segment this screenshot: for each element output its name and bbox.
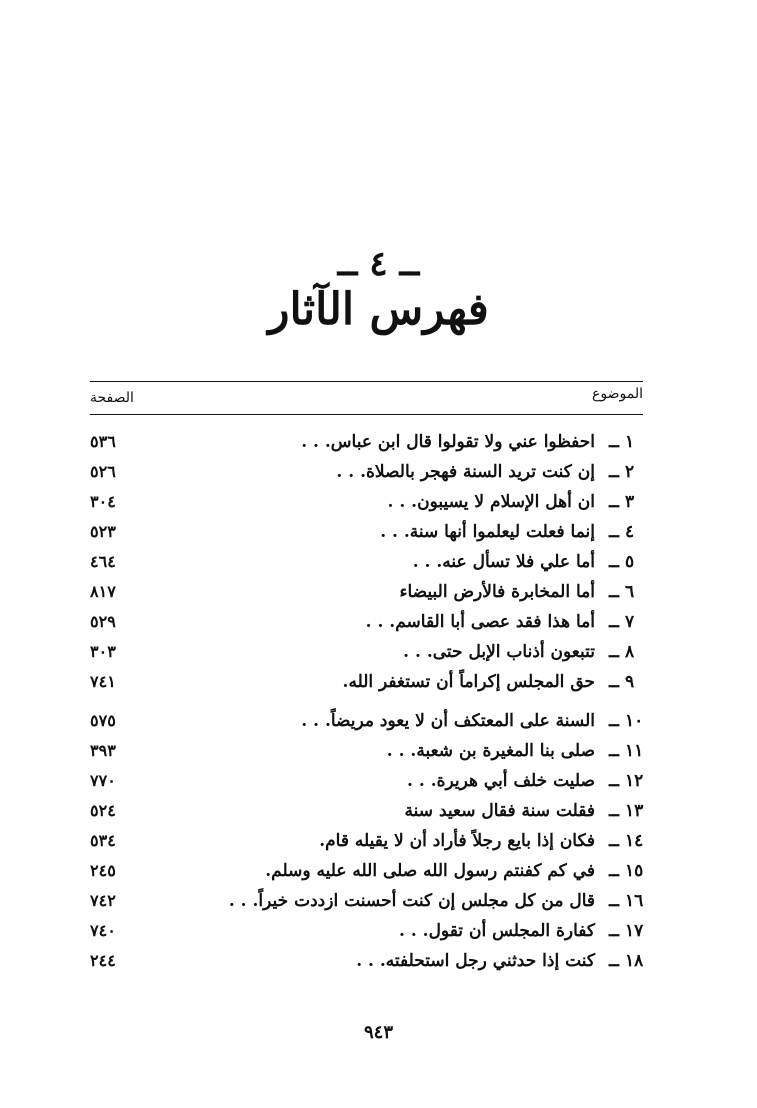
entry-page: ٥٣٤ — [90, 831, 116, 850]
entry-text: أما المخابرة فالأرض البيضاء — [399, 582, 595, 602]
entry-number: ٤ — [625, 522, 635, 542]
index-entry — [90, 490, 653, 520]
entry-text: تتبعون أذناب الإبل حتى. . . — [403, 642, 595, 662]
entry-number: ٣ — [625, 492, 635, 512]
entry-page: ٧٤١ — [90, 672, 116, 691]
entry-dash: ــ — [609, 951, 619, 971]
entry-text: صليت خلف أبي هريرة. . . — [407, 771, 595, 791]
entry-dash: ــ — [609, 642, 619, 662]
section-number: ــ ٤ ــ — [337, 244, 420, 284]
entry-page: ٥٣٦ — [90, 432, 116, 451]
index-entry — [90, 580, 653, 610]
index-entry — [90, 739, 653, 769]
entry-number: ١٧ — [625, 921, 644, 941]
index-entry — [90, 460, 653, 490]
index-entry — [90, 919, 653, 949]
entry-number: ٥ — [625, 552, 635, 572]
entry-page: ٢٤٤ — [90, 951, 116, 970]
entry-page: ٥٧٥ — [90, 711, 116, 730]
index-entry — [90, 889, 653, 919]
entry-text: إنما فعلت ليعلموا أنها سنة. . . — [380, 522, 595, 542]
entry-number: ١٤ — [625, 831, 644, 851]
entry-page: ٣٠٣ — [90, 642, 116, 661]
entry-number: ١٣ — [625, 801, 644, 821]
index-entry — [90, 799, 653, 829]
entry-page: ٣٠٤ — [90, 492, 116, 511]
entry-text: أما هذا فقد عصى أبا القاسم. . . — [365, 612, 595, 632]
entry-text: صلى بنا المغيرة بن شعبة. . . — [386, 741, 595, 761]
index-entry — [90, 829, 653, 859]
entry-text: فقلت سنة فقال سعيد سنة — [404, 801, 595, 821]
entry-text: أما علي فلا تسأل عنه. . . — [412, 552, 595, 572]
entry-dash: ــ — [609, 891, 619, 911]
table-top-rule — [90, 381, 643, 382]
entry-page: ٧٤٠ — [90, 921, 116, 940]
entry-page: ٣٩٣ — [90, 741, 116, 760]
index-entry — [90, 949, 653, 979]
entry-number: ٩ — [625, 672, 635, 692]
index-entries — [90, 430, 653, 979]
entry-page: ٧٧٠ — [90, 771, 116, 790]
entry-page: ٥٢٦ — [90, 462, 116, 481]
entry-text: السنة على المعتكف أن لا يعود مريضاً. . . — [301, 711, 595, 731]
entry-dash: ــ — [609, 492, 619, 512]
entry-dash: ــ — [609, 612, 619, 632]
entry-text: قال من كل مجلس إن كنت أحسنت ازددت خيراً. . . — [228, 891, 595, 911]
entry-page: ٥٢٤ — [90, 801, 116, 820]
entry-number: ١٨ — [625, 951, 644, 971]
index-entry — [90, 520, 653, 550]
entry-dash: ــ — [609, 771, 619, 791]
entry-text: حق المجلس إكراماً أن تستغفر الله. — [342, 672, 595, 692]
entry-page: ٢٤٥ — [90, 861, 116, 880]
index-entry — [90, 859, 653, 889]
entry-number: ١٠ — [625, 711, 644, 731]
entry-number: ١١ — [625, 741, 644, 761]
entry-page: ٧٤٢ — [90, 891, 116, 910]
entry-dash: ــ — [609, 552, 619, 572]
entry-page: ٥٢٣ — [90, 522, 116, 541]
entry-number: ١٦ — [625, 891, 644, 911]
page-number: ٩٤٣ — [363, 1022, 393, 1043]
entry-number: ٢ — [625, 462, 635, 482]
entry-number: ٦ — [625, 582, 635, 602]
index-entry — [90, 640, 653, 670]
entry-text: احفظوا عني ولا تقولوا قال ابن عباس. . . — [301, 432, 595, 452]
entry-text: كفارة المجلس أن تقول. . . — [398, 921, 595, 941]
index-entry — [90, 430, 653, 460]
entry-text: كنت إذا حدثني رجل استحلفته. . . — [356, 951, 595, 971]
table-bottom-rule — [90, 414, 643, 415]
topic-column-header: الموضوع — [592, 386, 643, 402]
entry-dash: ــ — [609, 921, 619, 941]
entry-dash: ــ — [609, 672, 619, 692]
entry-dash: ــ — [609, 861, 619, 881]
entry-text: فكان إذا بايع رجلاً فأراد أن لا يقيله قام. — [319, 831, 595, 851]
index-entry — [90, 709, 653, 739]
entry-number: ٧ — [625, 612, 635, 632]
entry-dash: ــ — [609, 522, 619, 542]
entry-dash: ــ — [609, 582, 619, 602]
entry-dash: ــ — [609, 801, 619, 821]
entry-page: ٥٢٩ — [90, 612, 116, 631]
entry-dash: ــ — [609, 741, 619, 761]
entry-number: ١ — [625, 432, 635, 452]
entry-number: ١٢ — [625, 771, 644, 791]
entry-page: ٨١٧ — [90, 582, 116, 601]
entry-dash: ــ — [609, 831, 619, 851]
index-entry — [90, 610, 653, 640]
entry-number: ١٥ — [625, 861, 644, 881]
entry-dash: ــ — [609, 711, 619, 731]
index-entry — [90, 550, 653, 580]
entry-text: إن كنت تريد السنة فهجر بالصلاة. . . — [336, 462, 595, 482]
page-column-header: الصفحة — [90, 390, 134, 406]
entry-text: ان أهل الإسلام لا يسيبون. . . — [387, 492, 595, 512]
entry-text: في كم كفنتم رسول الله صلى الله عليه وسلم. — [265, 861, 595, 881]
section-title: فهرس الآثار — [268, 284, 489, 335]
entry-dash: ــ — [609, 462, 619, 482]
entry-number: ٨ — [625, 642, 635, 662]
entry-page: ٤٦٤ — [90, 552, 116, 571]
entry-dash: ــ — [609, 432, 619, 452]
index-entry — [90, 769, 653, 799]
index-entry — [90, 670, 653, 700]
table-header — [90, 384, 643, 410]
